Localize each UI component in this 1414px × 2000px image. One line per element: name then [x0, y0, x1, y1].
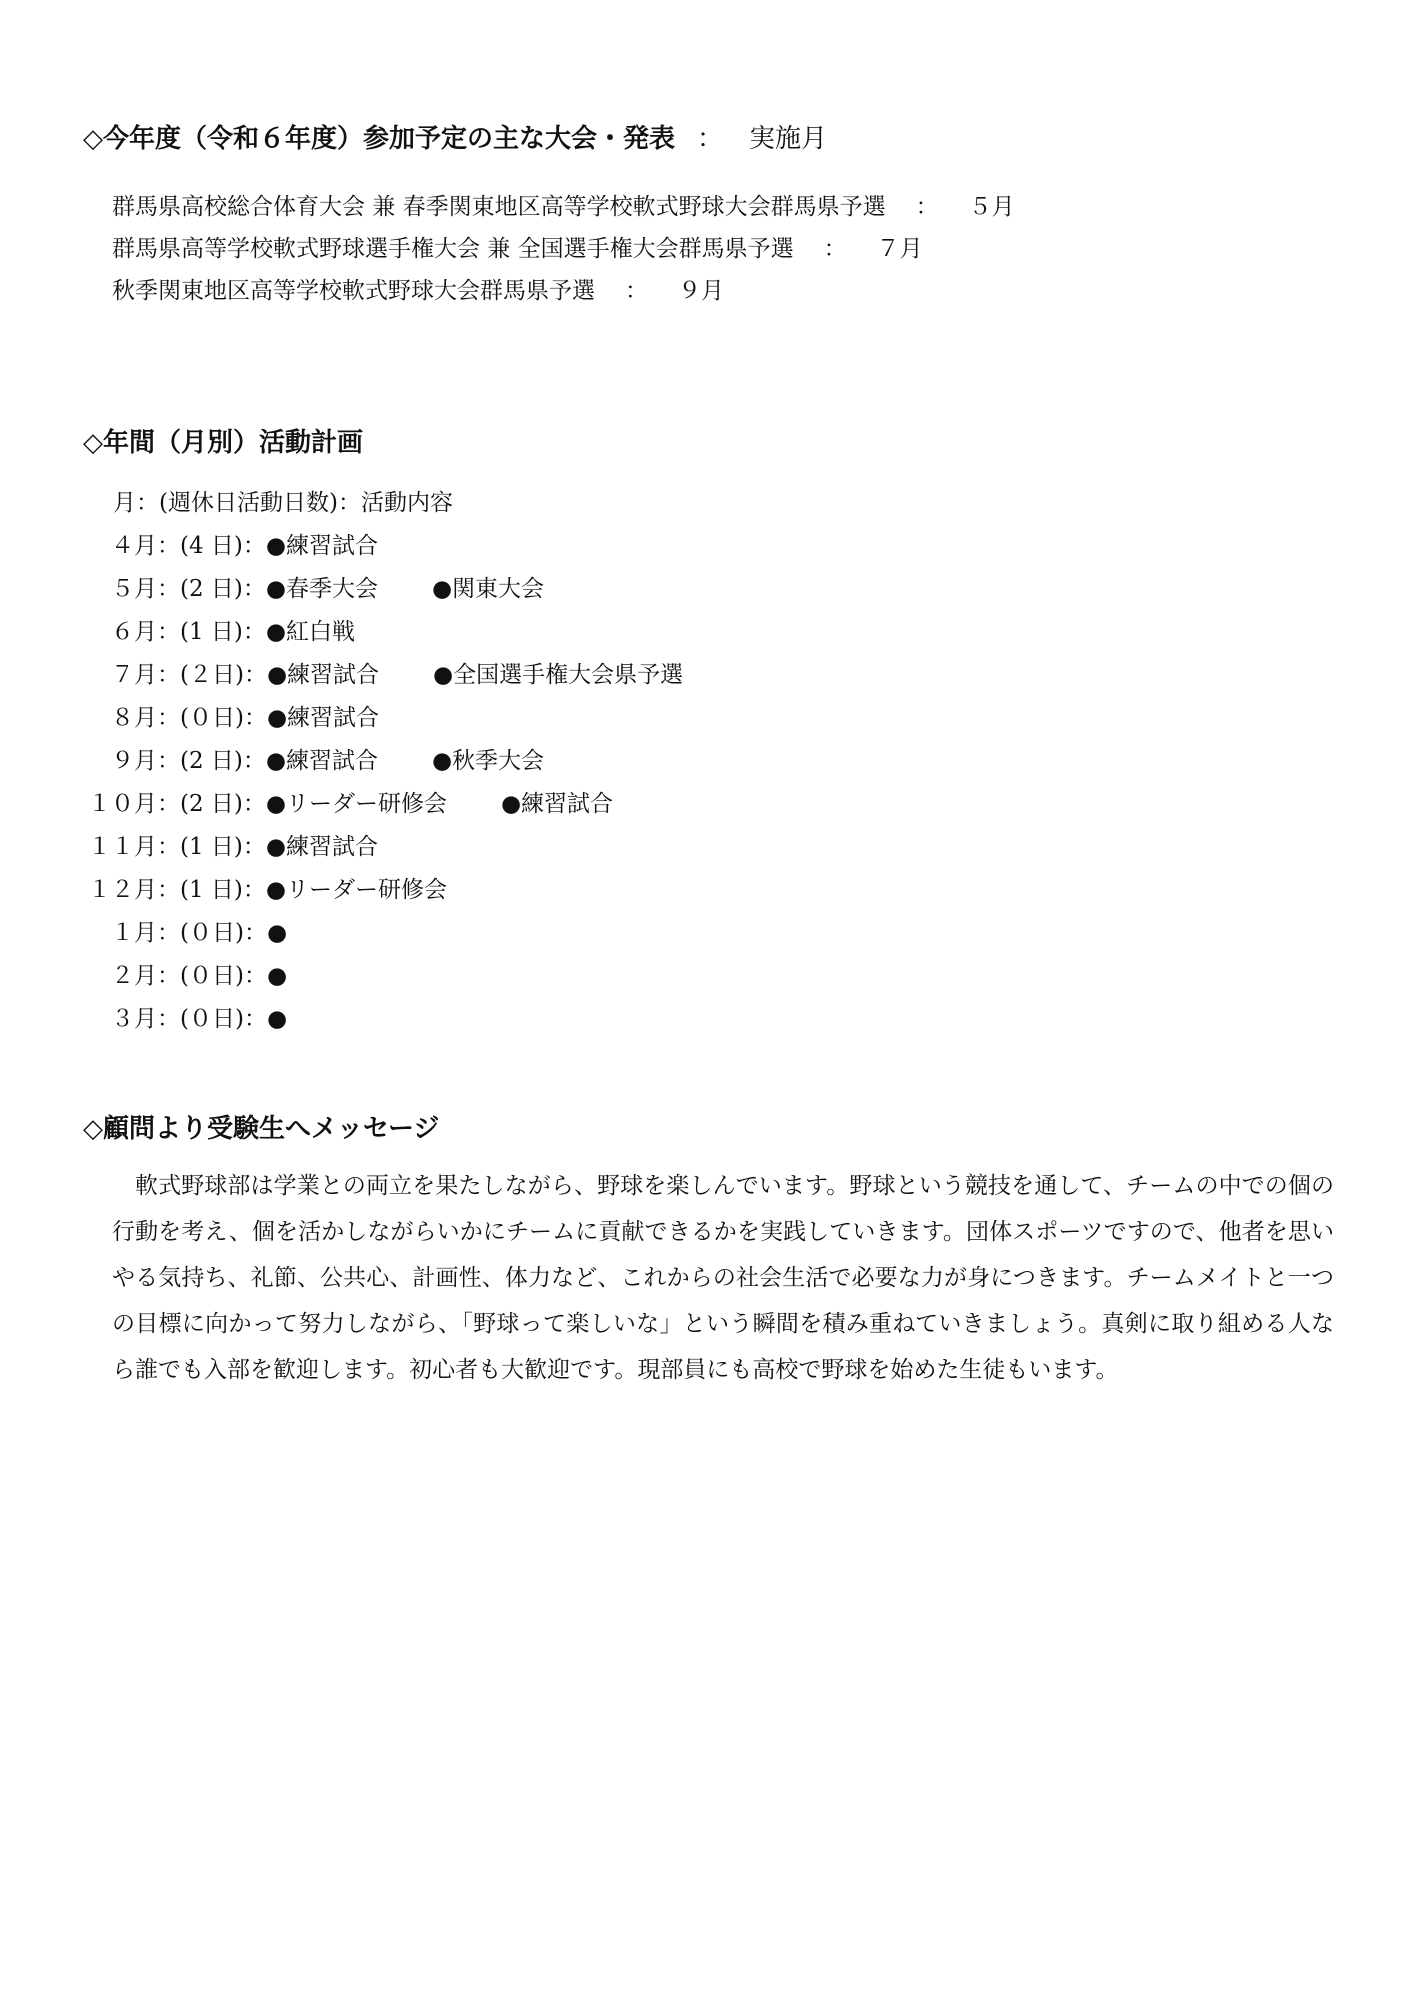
annual-plan-header: 月：(週休日活動日数)：活動内容 — [113, 490, 453, 516]
plan-row — [83, 826, 683, 869]
tournament-colon: ： — [915, 194, 939, 220]
plan-days: ：(2 日)： — [157, 791, 266, 817]
plan-row — [83, 869, 683, 912]
plan-days: ：(０日)： — [157, 1006, 267, 1032]
plan-row — [83, 740, 683, 783]
plan-month: ６月 — [111, 619, 157, 645]
plan-row — [83, 912, 683, 955]
section-message-title: ◇顧問より受験生へメッセージ — [83, 1114, 440, 1144]
plan-activity: ●練習試合 — [265, 834, 378, 860]
tournament-month: ５月 — [968, 194, 1015, 220]
section-message-heading — [83, 1108, 439, 1145]
plan-activity: ● — [266, 1006, 288, 1032]
plan-activity: ●リーダー研修会 — [265, 877, 447, 903]
tournament-colon: ： — [823, 236, 847, 262]
plan-activity: ●紅白戦 — [265, 619, 355, 645]
tournament-row — [112, 270, 1015, 312]
tournament-row — [112, 186, 1015, 228]
plan-month: ４月 — [111, 533, 157, 559]
plan-days: ：(1 日)： — [157, 834, 266, 860]
tournament-name: 群馬県高等学校軟式野球選手権大会 兼 全国選手権大会群馬県予選 — [112, 236, 794, 262]
plan-row — [83, 568, 683, 611]
plan-activity: ● — [266, 963, 288, 989]
plan-month: ３月 — [111, 1006, 157, 1032]
plan-activity: ●関東大会 — [431, 576, 545, 602]
plan-activity: ●秋季大会 — [431, 748, 545, 774]
plan-month: １１月 — [88, 834, 157, 860]
annual-plan-table — [83, 482, 683, 1041]
plan-month: ８月 — [111, 705, 157, 731]
advisor-message: 軟式野球部は学業との両立を果たしながら、野球を楽しんでいます。野球という競技を通して、チームの中での個の行動を考え、個を活かしながらいかにチームに貢献できるかを実践していきます。団体スポーツですので、他者を思いやる気持ち、礼節、公共心、計画性、体力など、これからの社会生活で必要な力が身につきます。チームメイトと一つの目標に向かって努力しながら、「野球って楽しいな」という瞬間を積み重ねていきましょう。真剣に取り組める人なら誰でも入部を歓迎します。初心者も大歓迎です。現部員にも高校で野球を始めた生徒もいます。 — [112, 1173, 1334, 1383]
tournament-row — [112, 228, 1015, 270]
plan-month: １２月 — [88, 877, 157, 903]
plan-activity: ● — [266, 920, 288, 946]
tournament-month: ９月 — [678, 278, 724, 304]
section-tournaments-title: ◇今年度（令和６年度）参加予定の主な大会・発表 — [83, 124, 675, 154]
plan-row — [83, 697, 683, 740]
plan-days: ：(4 日)： — [157, 533, 266, 559]
section-tournaments-heading — [83, 118, 827, 155]
section-annual-plan-title: ◇年間（月別）活動計画 — [83, 428, 363, 458]
plan-days: ：(２日)： — [157, 662, 267, 688]
plan-month: １０月 — [88, 791, 157, 817]
plan-days: ：(2 日)： — [157, 748, 266, 774]
plan-days: ：(1 日)： — [157, 619, 266, 645]
tournament-colon: ： — [625, 278, 648, 304]
plan-row — [83, 525, 683, 568]
plan-activity: ●練習試合 — [265, 533, 378, 559]
plan-activity: ●練習試合 — [265, 748, 378, 774]
plan-activity: ●春季大会 — [265, 576, 378, 602]
tournament-name: 群馬県高校総合体育大会 兼 春季関東地区高等学校軟式野球大会群馬県予選 — [112, 194, 886, 220]
plan-month: １月 — [111, 920, 157, 946]
tournament-list — [112, 186, 1015, 312]
plan-row — [83, 611, 683, 654]
plan-row — [83, 998, 683, 1041]
tournament-name: 秋季関東地区高等学校軟式野球大会群馬県予選 — [112, 278, 595, 304]
plan-month: ７月 — [111, 662, 157, 688]
plan-activity: ●練習試合 — [500, 791, 614, 817]
plan-activity: ●練習試合 — [266, 705, 380, 731]
heading-separator: ： — [697, 124, 724, 154]
plan-days: ：(2 日)： — [157, 576, 266, 602]
plan-row — [83, 654, 683, 697]
plan-month: ５月 — [111, 576, 157, 602]
plan-days: ：(０日)： — [157, 705, 267, 731]
tournament-month: ７月 — [876, 236, 923, 262]
plan-month: ２月 — [111, 963, 157, 989]
plan-activity: ●練習試合 — [266, 662, 380, 688]
plan-activity: ●全国選手権大会県予選 — [433, 662, 684, 688]
plan-days: ：(1 日)： — [157, 877, 266, 903]
section-annual-plan-heading — [83, 422, 363, 459]
annual-plan-rows — [83, 525, 683, 1041]
plan-row — [83, 783, 683, 826]
heading-month-label: 実施月 — [749, 124, 828, 154]
plan-month: ９月 — [111, 748, 157, 774]
plan-row — [83, 955, 683, 998]
plan-activity: ●リーダー研修会 — [265, 791, 447, 817]
plan-days: ：(０日)： — [157, 963, 267, 989]
plan-days: ：(０日)： — [157, 920, 267, 946]
